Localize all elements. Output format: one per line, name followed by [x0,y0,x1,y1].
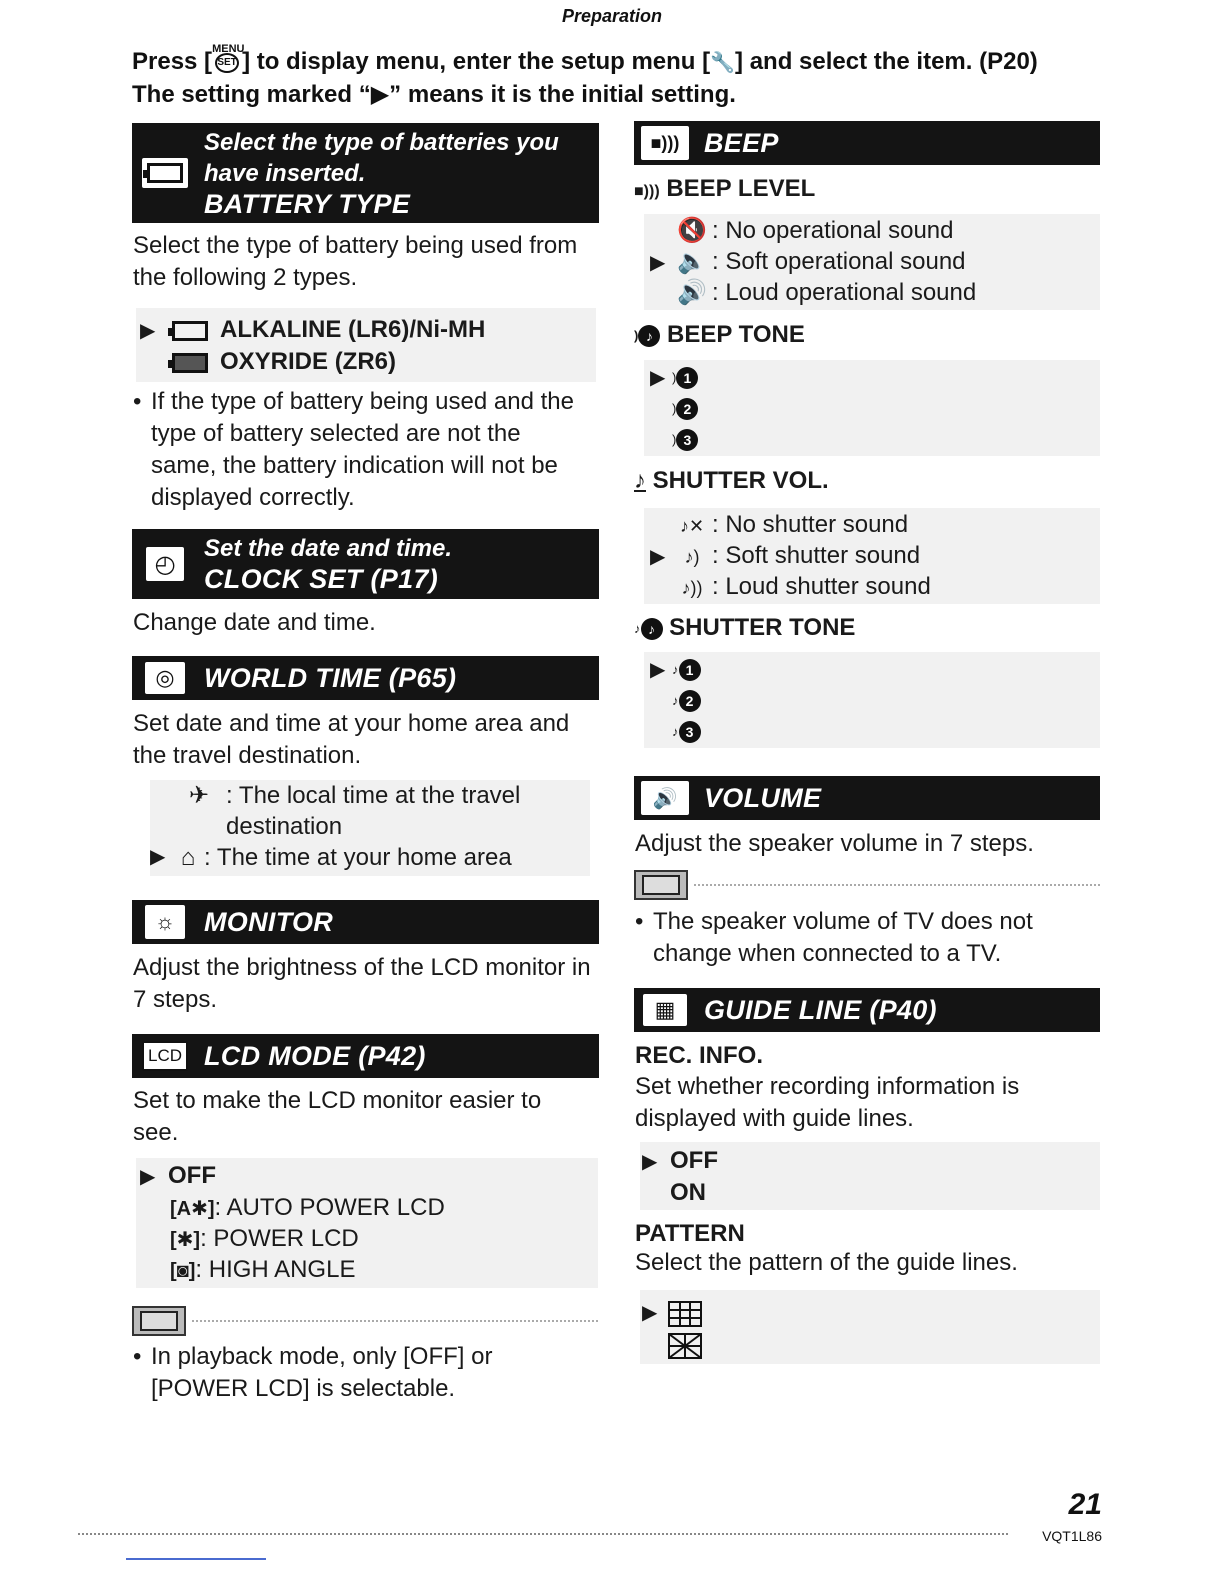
beep-tone-options [644,360,1100,456]
note-separator [192,1320,598,1322]
monitor-body: Adjust the brightness of the LCD monitor in 7 steps. [133,954,591,1013]
rec-info-off: ▶ OFF [642,1145,718,1178]
globe-icon: ◎ [145,662,185,694]
volume-note: • The speaker volume of TV does not change when connected to a TV. [635,908,1033,967]
shutter-vol-loud: ♪)) : Loud shutter sound [650,571,931,604]
power-lcd-icon: [✱] [170,1229,201,1251]
play-triangle-icon: ▶ [650,546,666,568]
play-triangle-icon: ▶ [642,1302,658,1324]
diagonal-pattern-icon [668,1333,702,1359]
lcd-mode-title: LCD MODE (P42) [204,1040,426,1071]
guide-line-header [634,988,1100,1032]
lcd-mode-option-power: [✱]: POWER LCD [170,1225,359,1252]
note-icon [132,1306,186,1336]
speaker-loud-icon: 🔊 [677,279,707,306]
rec-info-body: Set whether recording information is displayed with guide lines. [635,1073,1020,1132]
lcd-mode-option-high-angle: [◙]: HIGH ANGLE [170,1256,356,1283]
footer-rule [78,1533,1008,1537]
volume-title: VOLUME [704,782,822,813]
shutter-tone-3: ♪ 3 [650,715,701,747]
shutter-mute-icon: ♪✕ [679,516,705,536]
monitor-title: MONITOR [204,906,334,937]
grid-pattern-icon [668,1301,702,1327]
guide-line-title: GUIDE LINE (P40) [704,994,937,1025]
wrench-icon: 🔧 [710,52,736,74]
intro-line-2: The setting marked “▶” means it is the initial setting. [132,81,736,108]
intro-mid: ] to display menu, enter the setup menu [ [242,48,711,75]
beep-level-no-sound: 🔇 : No operational sound [650,215,954,246]
menu-set-button-icon [212,43,245,78]
beep-level-soft: ▶ 🔈 : Soft operational sound [650,246,966,279]
shutter-vol-heading: ♪ SHUTTER VOL. [634,467,829,494]
world-time-body: Set date and time at your home area and the travel destination. [133,710,570,769]
set-label: SET [215,53,239,73]
home-icon: ⌂ [180,844,196,871]
beep-level-icon: ■))) [634,183,660,200]
menu-label: MENU [212,43,245,55]
beep-tone-2: ) 2 [650,392,698,424]
lcd-mode-option-auto-power: [A✱]: AUTO POWER LCD [170,1194,445,1221]
intro-text [132,43,1112,111]
play-triangle-icon: ▶ [650,367,666,389]
pattern-heading: PATTERN [635,1220,745,1247]
volume-header [634,776,1100,820]
note-separator [694,884,1100,886]
beep-tone-3: ) 3 [650,423,698,455]
beep-tone-icon: ) ♪ [634,321,660,348]
brightness-icon: ☼ [145,905,185,939]
pattern-grid [642,1298,702,1329]
high-angle-icon: [◙] [170,1260,196,1282]
rec-info-heading: REC. INFO. [635,1042,764,1069]
beep-icon: ■))) [641,126,689,160]
shutter-tone-1: ▶ ♪ 1 [650,653,701,686]
pattern-options [640,1290,1100,1364]
lcd-mode-option-off: ▶ OFF [140,1160,216,1193]
clock-set-body: Change date and time. [133,609,376,636]
section-label: Preparation [561,6,663,26]
pattern-diagonal [642,1333,702,1359]
world-time-option-destination: ✈ : The local time at the travel destination [150,780,570,842]
shutter-tone-options [644,652,1100,748]
pattern-body: Select the pattern of the guide lines. [635,1249,1018,1276]
beep-tone-1: ▶ ) 1 [650,361,698,394]
shutter-soft-icon: ♪) [684,547,700,567]
rec-info-on: ON [670,1179,706,1206]
note-icon [634,870,688,900]
shutter-tone-icon: ♪ ♪ [634,614,663,641]
airplane-icon: ✈ [188,782,210,809]
document-code: VQT1L86 [1042,1528,1102,1544]
clock-icon: ◴ [146,547,184,581]
battery-option-alkaline: ▶ ALKALINE (LR6)/Ni-MH [140,314,485,347]
battery-option-oxyride: OXYRIDE (ZR6) [140,346,396,377]
intro-end: ] and select the item. (P20) [735,48,1038,75]
blue-rule [126,1558,266,1560]
intro-line-1 [132,43,1112,79]
lcd-mode-header [132,1034,599,1078]
battery-type-desc: Select the type of batteries you have inserted. [204,128,559,187]
battery-type-header [132,123,599,223]
shutter-tone-2: ♪ 2 [650,684,701,716]
battery-filled-icon [172,353,208,373]
volume-body: Adjust the speaker volume in 7 steps. [635,830,1034,857]
play-triangle-icon: ▶ [150,846,166,868]
world-time-option-home: ▶ ⌂ : The time at your home area [150,844,512,871]
shutter-vol-none: ♪✕ : No shutter sound [650,509,908,542]
beep-title: BEEP [704,127,779,158]
auto-power-lcd-icon: [A✱] [170,1198,215,1220]
battery-note: • If the type of battery being used and the type of battery selected are not the same, the battery indication will not be displayed correctly. [133,388,574,511]
clock-set-title: CLOCK SET (P17) [204,564,439,594]
clock-set-header [132,529,599,599]
battery-icon [172,321,208,341]
mute-icon: 🔇 [677,217,707,244]
world-time-header [132,656,599,700]
battery-type-title: BATTERY TYPE [204,188,411,219]
beep-level-heading: ■))) BEEP LEVEL [634,175,816,202]
shutter-vol-soft: ▶ ♪) : Soft shutter sound [650,540,920,573]
lcd-mode-note: • In playback mode, only [OFF] or [POWER LCD] is selectable. [133,1343,493,1402]
shutter-tone-heading: ♪ ♪ SHUTTER TONE [634,614,856,641]
speaker-icon: 🔊 [641,781,689,815]
beep-tone-heading: ) ♪ BEEP TONE [634,321,805,348]
speaker-soft-icon: 🔈 [677,248,707,275]
play-triangle-icon: ▶ [642,1151,658,1173]
beep-level-loud: 🔊 : Loud operational sound [650,277,976,308]
shutter-vol-icon: ♪ [634,467,646,494]
grid-icon: ▦ [643,994,687,1026]
battery-type-body: Select the type of battery being used from the following 2 types. [133,232,578,291]
intro-press: Press [ [132,48,213,75]
lcd-icon: LCD [142,1041,188,1071]
lcd-mode-body: Set to make the LCD monitor easier to see. [133,1087,542,1146]
play-triangle-icon: ▶ [650,659,666,681]
clock-set-desc: Set the date and time. [204,535,453,562]
play-triangle-icon: ▶ [140,1166,156,1188]
page-number: 21 [1068,1488,1102,1521]
shutter-loud-icon: ♪)) [681,578,703,598]
play-triangle-icon: ▶ [650,252,666,274]
world-time-title: WORLD TIME (P65) [204,662,457,693]
battery-icon [142,158,188,188]
monitor-header [132,900,599,944]
beep-header [634,121,1100,165]
play-triangle-icon: ▶ [140,320,156,342]
